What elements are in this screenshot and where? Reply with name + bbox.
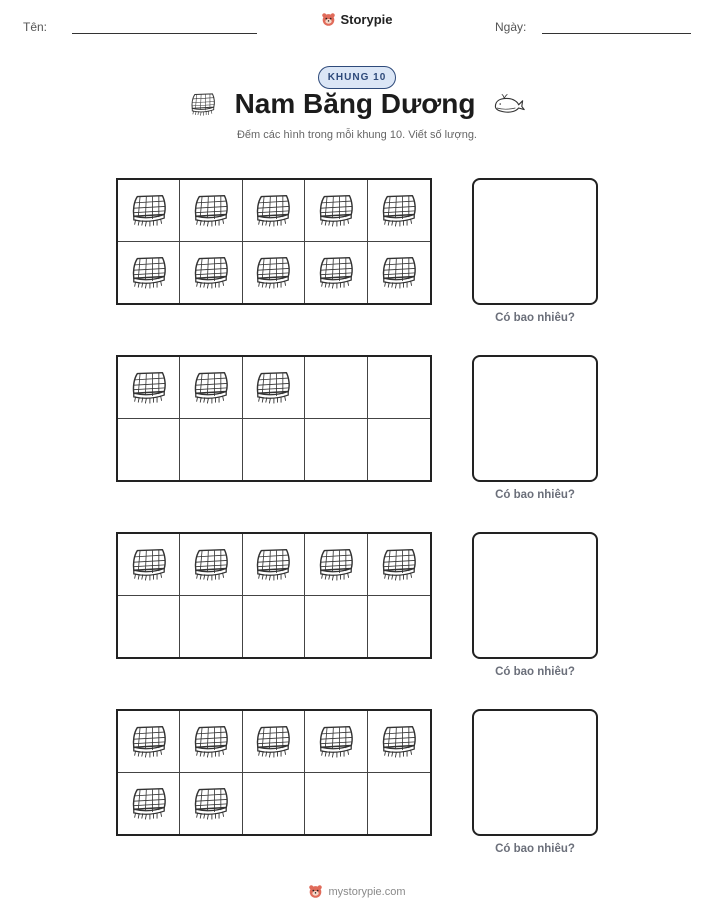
frame-cell <box>243 180 305 242</box>
frame-cell <box>243 534 305 596</box>
frame-cell <box>368 711 430 773</box>
blanket-icon <box>129 255 169 289</box>
blanket-icon <box>191 370 231 404</box>
ten-frame-badge: KHUNG 10 <box>318 66 397 89</box>
frame-cell <box>243 242 305 304</box>
bear-mascot-icon <box>321 12 336 27</box>
frame-cell <box>243 419 305 481</box>
frame-cell <box>180 773 242 835</box>
blanket-icon <box>379 547 419 581</box>
ten-frame-2 <box>116 355 432 482</box>
frame-cell <box>180 596 242 658</box>
frame-cell <box>368 180 430 242</box>
frame-cell <box>118 180 180 242</box>
frame-cell <box>118 242 180 304</box>
blanket-icon <box>379 193 419 227</box>
answer-box-4[interactable] <box>472 709 598 836</box>
blanket-icon <box>189 92 217 116</box>
frame-cell <box>243 773 305 835</box>
frame-cell <box>243 596 305 658</box>
frame-cell <box>118 711 180 773</box>
blanket-icon <box>253 547 293 581</box>
frame-cell <box>305 596 367 658</box>
date-label: Ngày: <box>495 20 527 34</box>
page-title: Nam Băng Dương <box>234 88 476 119</box>
badge-row <box>0 66 714 89</box>
frame-cell <box>180 534 242 596</box>
blanket-icon <box>191 193 231 227</box>
blanket-icon <box>379 724 419 758</box>
ten-frame-3 <box>116 532 432 659</box>
frame-cell <box>118 773 180 835</box>
frame-cell <box>305 357 367 419</box>
frame-cell <box>368 357 430 419</box>
frame-cell <box>305 711 367 773</box>
blanket-icon <box>191 255 231 289</box>
blanket-icon <box>129 193 169 227</box>
blanket-icon <box>191 547 231 581</box>
blanket-icon <box>253 370 293 404</box>
blanket-icon <box>316 255 356 289</box>
footer <box>0 884 714 899</box>
blanket-icon <box>316 547 356 581</box>
frame-cell <box>118 419 180 481</box>
frame-cell <box>368 596 430 658</box>
footer-url: mystorypie.com <box>328 885 406 898</box>
answer-box-3[interactable] <box>472 532 598 659</box>
title-row <box>0 88 714 120</box>
frame-cell <box>180 419 242 481</box>
blanket-icon <box>129 786 169 820</box>
blanket-icon <box>129 547 169 581</box>
frame-cell <box>305 419 367 481</box>
blanket-icon <box>253 193 293 227</box>
blanket-icon <box>253 724 293 758</box>
frame-cell <box>243 357 305 419</box>
frame-cell <box>118 534 180 596</box>
frame-cell <box>368 534 430 596</box>
question-label-2: Có bao nhiêu? <box>495 489 575 501</box>
question-label-3: Có bao nhiêu? <box>495 666 575 678</box>
frame-cell <box>180 180 242 242</box>
frame-cell <box>180 711 242 773</box>
name-label: Tên: <box>23 20 48 34</box>
date-line <box>542 33 691 34</box>
frame-cell <box>305 534 367 596</box>
whale-icon <box>493 93 525 115</box>
bear-mascot-icon <box>308 884 323 899</box>
frame-cell <box>305 242 367 304</box>
blanket-icon <box>191 724 231 758</box>
blanket-icon <box>129 370 169 404</box>
blanket-icon <box>379 255 419 289</box>
answer-box-2[interactable] <box>472 355 598 482</box>
frame-cell <box>180 242 242 304</box>
brand-name: Storypie <box>340 12 393 27</box>
instructions: Đếm các hình trong mỗi khung 10. Viết số lượng. <box>236 129 477 141</box>
frame-cell <box>305 773 367 835</box>
question-label-1: Có bao nhiêu? <box>495 312 575 324</box>
blanket-icon <box>316 193 356 227</box>
question-label-4: Có bao nhiêu? <box>495 843 575 855</box>
frame-cell <box>118 357 180 419</box>
frame-cell <box>243 711 305 773</box>
frame-cell <box>368 773 430 835</box>
blanket-icon <box>316 724 356 758</box>
brand-logo <box>0 12 714 27</box>
ten-frame-4 <box>116 709 432 836</box>
frame-cell <box>118 596 180 658</box>
blanket-icon <box>191 786 231 820</box>
blanket-icon <box>253 255 293 289</box>
frame-cell <box>305 180 367 242</box>
frame-cell <box>180 357 242 419</box>
blanket-icon <box>129 724 169 758</box>
answer-box-1[interactable] <box>472 178 598 305</box>
ten-frame-1 <box>116 178 432 305</box>
frame-cell <box>368 242 430 304</box>
frame-cell <box>368 419 430 481</box>
name-line <box>72 33 257 34</box>
